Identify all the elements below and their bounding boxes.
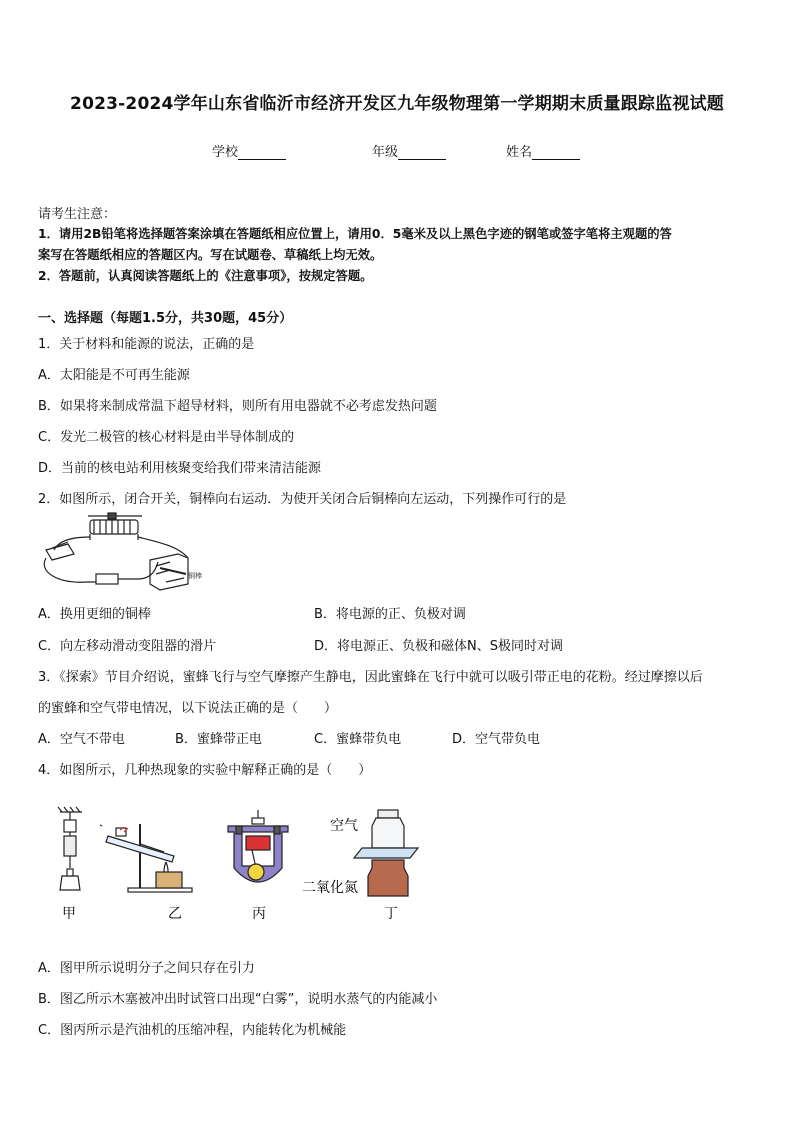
q4-option-c: C．图丙所示是汽油机的压缩冲程，内能转化为机械能 [38, 1023, 347, 1038]
name-label: 姓名 [506, 145, 533, 160]
q3-option-d: D．空气带负电 [452, 732, 541, 747]
q1-stem: 1．关于材料和能源的说法，正确的是 [38, 337, 255, 352]
q1-option-a: A．太阳能是不可再生能源 [38, 368, 190, 383]
battery [96, 574, 118, 584]
q3-stem-line2: 的蜜蜂和空气带电情况，以下说法正确的是（ ） [38, 701, 338, 716]
q2-circuit-figure [38, 512, 208, 592]
q4-stem: 4．如图所示，几种热现象的实验中解释正确的是（ ） [38, 763, 372, 778]
rheostat-coil [90, 520, 138, 534]
label-yi: 乙 [168, 905, 182, 921]
fig-bing [222, 806, 302, 922]
label-no2: 二氧化氮 [302, 879, 358, 895]
glass-plate [354, 848, 418, 858]
label-ding: 丁 [384, 905, 398, 921]
copper-rod [160, 568, 186, 574]
lead-block-bottom [64, 836, 76, 856]
rod-label: 铜棒 [188, 573, 202, 580]
q2-option-b: B．将电源的正、负极对调 [314, 607, 466, 622]
weight [60, 876, 80, 890]
air-bottle [372, 818, 404, 848]
grade-blank [398, 147, 446, 160]
q3-option-a: A．空气不带电 [38, 732, 125, 747]
q3-option-c: C．蜜蜂带负电 [314, 732, 402, 747]
q1-option-c: C．发光二极管的核心材料是由半导体制成的 [38, 430, 295, 445]
label-bing: 丙 [252, 905, 266, 921]
notice-item1-line2: 案写在答题纸相应的答题区内。写在试题卷、草稿纸上均无效。 [38, 248, 383, 262]
alcohol-lamp [156, 872, 182, 888]
name-blank [532, 147, 580, 160]
q2-option-c: C．向左移动滑动变阻器的滑片 [38, 639, 217, 654]
q2-option-d: D．将电源正、负极和磁体N、S极同时对调 [314, 639, 563, 654]
grade-field [372, 141, 446, 160]
magnet [150, 554, 188, 590]
name-field [506, 141, 580, 160]
section-heading: 一、选择题（每题1.5分，共30题，45分） [38, 311, 293, 326]
q3-stem-line1: 3．《探索》节目介绍说，蜜蜂飞行与空气摩擦产生静电，因此蜜蜂在飞行中就可以吸引带正电的花粉。经过摩擦以后 [38, 670, 703, 685]
crankshaft [248, 864, 264, 880]
switch-base [46, 544, 74, 560]
q4-option-b: B．图乙所示木塞被冲出时试管口出现“白雾”，说明水蒸气的内能减小 [38, 992, 438, 1007]
page-title: 2023-2024学年山东省临沂市经济开发区九年级物理第一学期期末质量跟踪监视试题 [70, 94, 724, 114]
q3-option-b: B．蜜蜂带正电 [175, 732, 262, 747]
q1-option-b: B．如果将来制成常温下超导材料，则所有用电器就不必考虑发热问题 [38, 399, 437, 414]
lead-block-top [64, 820, 76, 832]
label-air: 空气 [330, 817, 358, 833]
school-label: 学校 [212, 145, 239, 160]
notice-heading: 请考生注意： [38, 207, 117, 222]
school-field [212, 141, 286, 160]
school-blank [238, 147, 286, 160]
no2-bottle [368, 860, 408, 896]
notice-item1-line1: 1．请用2B铅笔将选择题答案涂填在答题纸相应位置上，请用0．5毫米及以上黑色字迹的钢笔或签字笔将主观题的答 [38, 227, 672, 241]
fig-yi [100, 806, 210, 922]
q4-option-a: A．图甲所示说明分子之间只存在引力 [38, 961, 255, 976]
q2-option-a: A．换用更细的铜棒 [38, 607, 151, 622]
grade-label: 年级 [372, 145, 399, 160]
notice-item2: 2．答题前，认真阅读答题纸上的《注意事项》，按规定答题。 [38, 269, 373, 283]
q1-option-d: D．当前的核电站利用核聚变给我们带来清洁能源 [38, 461, 322, 476]
label-jia: 甲 [62, 905, 76, 921]
q2-stem: 2．如图所示，闭合开关，铜棒向右运动．为使开关闭合后铜棒向左运动，下列操作可行的是 [38, 492, 567, 507]
fig-ding [296, 806, 436, 922]
piston [246, 836, 270, 850]
